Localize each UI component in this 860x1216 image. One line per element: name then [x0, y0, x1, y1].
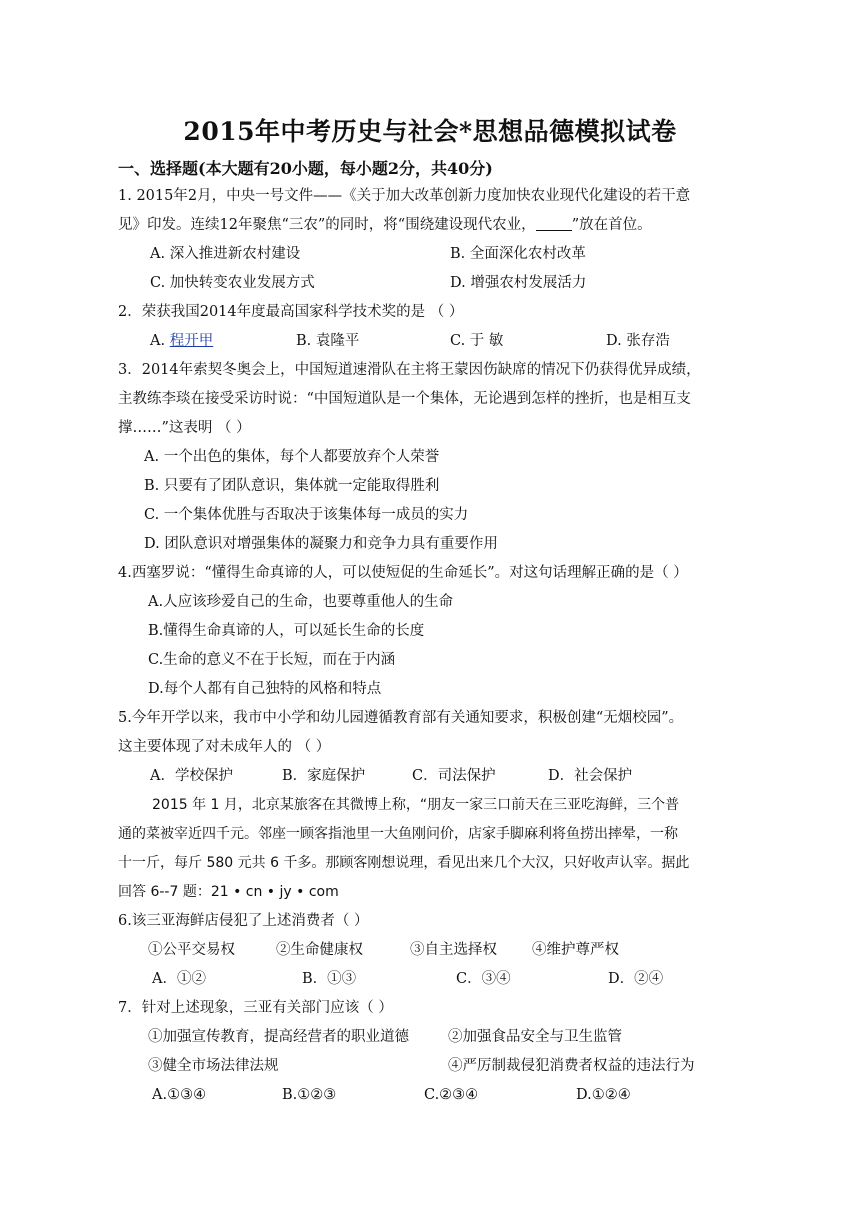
passage-line4: 回答 6--7 题：21 • cn • jy • com: [118, 884, 339, 900]
q6-option-a: A．①②: [152, 971, 206, 987]
q1-option-d: D. 增强农村发展活力: [450, 275, 587, 291]
q5-option-d: D．社会保护: [548, 768, 633, 784]
passage-line2: 通的菜被宰近四千元。邻座一顾客指池里一大鱼刚问价，店家手脚麻利将鱼捞出摔晕，一称: [118, 826, 678, 842]
q3-option-b: B. 只要有了团队意识，集体就一定能取得胜利: [144, 478, 440, 494]
q1-stem-line2-b: ”放在首位。: [571, 217, 652, 233]
q1-option-b: B. 全面深化农村改革: [450, 246, 586, 262]
q7-item-1: ①加强宣传教育，提高经营者的职业道德: [148, 1029, 409, 1045]
q6-item-1: ①公平交易权: [148, 942, 235, 958]
q3-option-a: A. 一个出色的集体，每个人都要放弃个人荣誉: [144, 449, 440, 465]
q7-item-3: ③健全市场法律法规: [148, 1058, 279, 1074]
q1-option-a: A. 深入推进新农村建设: [150, 246, 301, 262]
q6-item-3: ③自主选择权: [410, 942, 497, 958]
q2-option-a-link[interactable]: 程开甲: [169, 333, 214, 349]
q6-item-4: ④维护尊严权: [532, 942, 619, 958]
q5-option-a: A．学校保护: [150, 768, 233, 784]
q1-stem-line2: [118, 215, 652, 235]
q7-item-2: ②加强食品安全与卫生监管: [448, 1029, 622, 1045]
q3-stem-line1: 3．2014年索契冬奥会上，中国短道速滑队在主将王蒙因伤缺席的情况下仍获得优异成绩，: [118, 362, 701, 378]
q6-option-b: B．①③: [302, 971, 357, 987]
q7-option-b: B.①②③: [282, 1087, 337, 1103]
q7-stem: 7．针对上述现象，三亚有关部门应该（ ）: [118, 1000, 393, 1016]
q2-option-a-prefix: A.: [150, 333, 170, 349]
q6-option-d: D．②④: [608, 971, 664, 987]
q2-stem: 2．荣获我国2014年度最高国家科学技术奖的是 （ ）: [118, 304, 464, 320]
q4-stem: 4.西塞罗说：“懂得生命真谛的人，可以使短促的生命延长”。对这句话理解正确的是（ ）: [118, 565, 688, 581]
q1-option-c: C. 加快转变农业发展方式: [150, 275, 315, 291]
q4-option-b: B.懂得生命真谛的人，可以延长生命的长度: [148, 623, 425, 639]
q6-option-c: C．③④: [456, 971, 511, 987]
q3-option-d: D. 团队意识对增强集体的凝聚力和竞争力具有重要作用: [144, 536, 498, 552]
q7-option-d: D.①②④: [576, 1087, 631, 1103]
passage-line1: 2015 年 1 月，北京某旅客在其微博上称，“朋友一家三口前天在三亚吃海鲜，三个普: [152, 797, 680, 813]
q4-option-c: C.生命的意义不在于长短，而在于内涵: [148, 652, 396, 668]
q5-stem-line2: 这主要体现了对未成年人的 （ ）: [118, 739, 331, 755]
passage-line3: 十一斤，每斤 580 元共 6 千多。那顾客刚想说理，看见出来几个大汉，只好收声认宰。据此: [118, 855, 690, 871]
q6-item-2: ②生命健康权: [276, 942, 363, 958]
answer-blank: [536, 216, 572, 231]
q4-option-d: D.每个人都有自己独特的风格和特点: [148, 681, 382, 697]
q5-stem-line1: 5.今年开学以来，我市中小学和幼儿园遵循教育部有关通知要求，积极创建“无烟校园”。: [118, 710, 684, 726]
q7-item-4: ④严厉制裁侵犯消费者权益的违法行为: [448, 1058, 695, 1074]
section-heading: 一、选择题(本大题有20小题，每小题2分，共40分): [118, 159, 493, 178]
q4-option-a: A.人应该珍爱自己的生命，也要尊重他人的生命: [148, 594, 454, 610]
q3-option-c: C. 一个集体优胜与否取决于该集体每一成员的实力: [144, 507, 469, 523]
q1-stem-line1: 1. 2015年2月，中央一号文件——《关于加大改革创新力度加快农业现代化建设的若干意: [118, 188, 691, 204]
q2-option-d: D. 张存浩: [606, 333, 670, 349]
q5-option-b: B．家庭保护: [282, 768, 366, 784]
q1-stem-line2-a: 见》印发。连续12年聚焦“三农”的同时，将“围绕建设现代农业，: [118, 217, 536, 233]
page-title: 2015年中考历史与社会*思想品德模拟试卷: [183, 117, 677, 146]
q5-option-c: C．司法保护: [412, 768, 496, 784]
q3-stem-line3: 撑……”这表明 （ ）: [118, 420, 251, 436]
q3-stem-line2: 主教练李琰在接受采访时说：“中国短道队是一个集体，无论遇到怎样的挫折，也是相互支: [118, 391, 691, 407]
q6-stem: 6.该三亚海鲜店侵犯了上述消费者（ ）: [118, 913, 369, 929]
q2-option-b: B. 袁隆平: [296, 333, 360, 349]
q2-option-c: C. 于 敏: [450, 333, 504, 349]
q2-option-a: [150, 331, 213, 351]
q7-option-c: C.②③④: [424, 1087, 479, 1103]
q7-option-a: A.①③④: [152, 1087, 207, 1103]
